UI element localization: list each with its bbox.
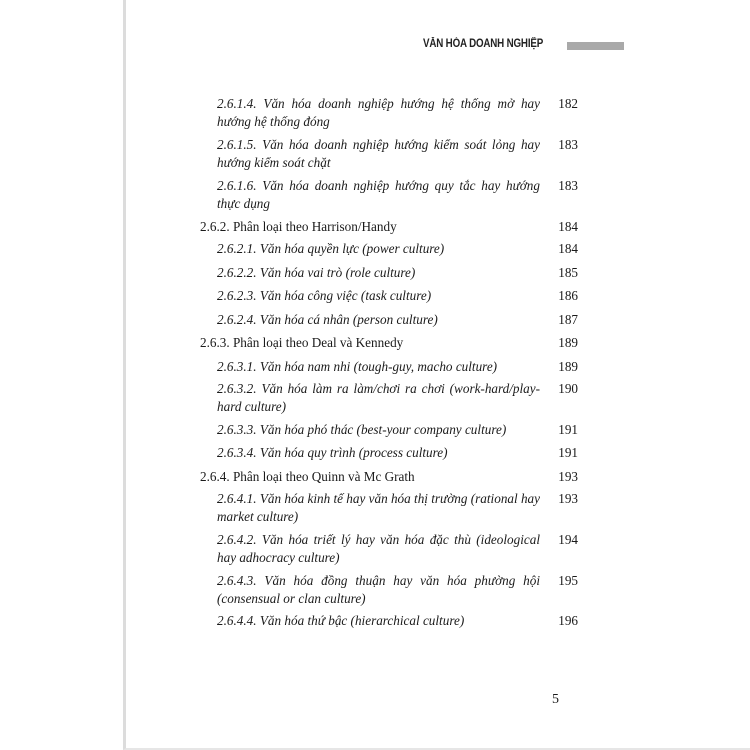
toc-entry-title: 2.6.3.2. Văn hóa làm ra làm/chơi ra chơi (work-hard/play-hard culture) [217,381,540,414]
toc-entry-title: 2.6.2. Phân loại theo Harrison/Handy [200,219,397,234]
toc-entry-title: 2.6.2.3. Văn hóa công việc (task culture) [217,288,432,303]
toc-entry-title: 2.6.2.1. Văn hóa quyền lực (power culture) [217,241,445,256]
toc-entry-page: 194 [558,532,578,547]
toc-entry-page: 193 [558,469,578,484]
toc-entry-title: 2.6.3.3. Văn hóa phó thác (best-your company culture) [217,422,507,437]
header-bar [567,42,624,50]
toc-entry-page: 193 [558,491,578,506]
toc-entry-title: 2.6.3.4. Văn hóa quy trình (process culture) [217,445,448,460]
toc-entry-title: 2.6.1.6. Văn hóa doanh nghiệp hướng quy tắc hay hướng thực dụng [217,178,540,211]
toc-entry-page: 189 [558,359,578,374]
toc-entry-page: 186 [558,288,578,303]
toc-entry-title: 2.6.1.4. Văn hóa doanh nghiệp hướng hệ thống mở hay hướng hệ thống đóng [217,96,540,129]
toc-entry-page: 182 [558,96,578,111]
toc-entry-page: 195 [558,573,578,588]
toc-entry-title: 2.6.2.2. Văn hóa vai trò (role culture) [217,265,416,280]
toc-entry-page: 183 [558,178,578,193]
toc-entry-page: 184 [558,219,578,234]
toc-entry-page: 187 [558,312,578,327]
toc-entry-page: 190 [558,381,578,396]
running-header: VĂN HÓA DOANH NGHIỆP [423,38,544,50]
toc-entry-page: 191 [558,445,578,460]
toc-entry-page: 184 [558,241,578,256]
toc-entry-title: 2.6.2.4. Văn hóa cá nhân (person culture) [217,312,438,327]
toc-entry-title: 2.6.4.2. Văn hóa triết lý hay văn hóa đặc thù (ideological hay adhocracy culture) [217,532,540,565]
toc-entry-title: 2.6.4.1. Văn hóa kinh tế hay văn hóa thị trường (rational hay market culture) [217,491,541,524]
page-number: 5 [552,692,559,707]
toc-entry-title: 2.6.3. Phân loại theo Deal và Kennedy [200,335,404,350]
toc-entry-page: 185 [558,265,578,280]
toc-entry-page: 191 [558,422,578,437]
toc-entry-page: 196 [558,613,578,628]
toc-entry-title: 2.6.3.1. Văn hóa nam nhi (tough-guy, macho culture) [217,359,498,374]
toc-entry-page: 189 [558,335,578,350]
toc-entry-title: 2.6.1.5. Văn hóa doanh nghiệp hướng kiểm soát lỏng hay hướng kiểm soát chặt [217,137,540,170]
toc-entry-title: 2.6.4. Phân loại theo Quinn và Mc Grath [200,469,415,484]
toc-entry-title: 2.6.4.4. Văn hóa thứ bậc (hierarchical culture) [217,613,465,628]
toc-entry-title: 2.6.4.3. Văn hóa đồng thuận hay văn hóa phường hội (consensual or clan culture) [217,573,540,606]
toc-entry-page: 183 [558,137,578,152]
